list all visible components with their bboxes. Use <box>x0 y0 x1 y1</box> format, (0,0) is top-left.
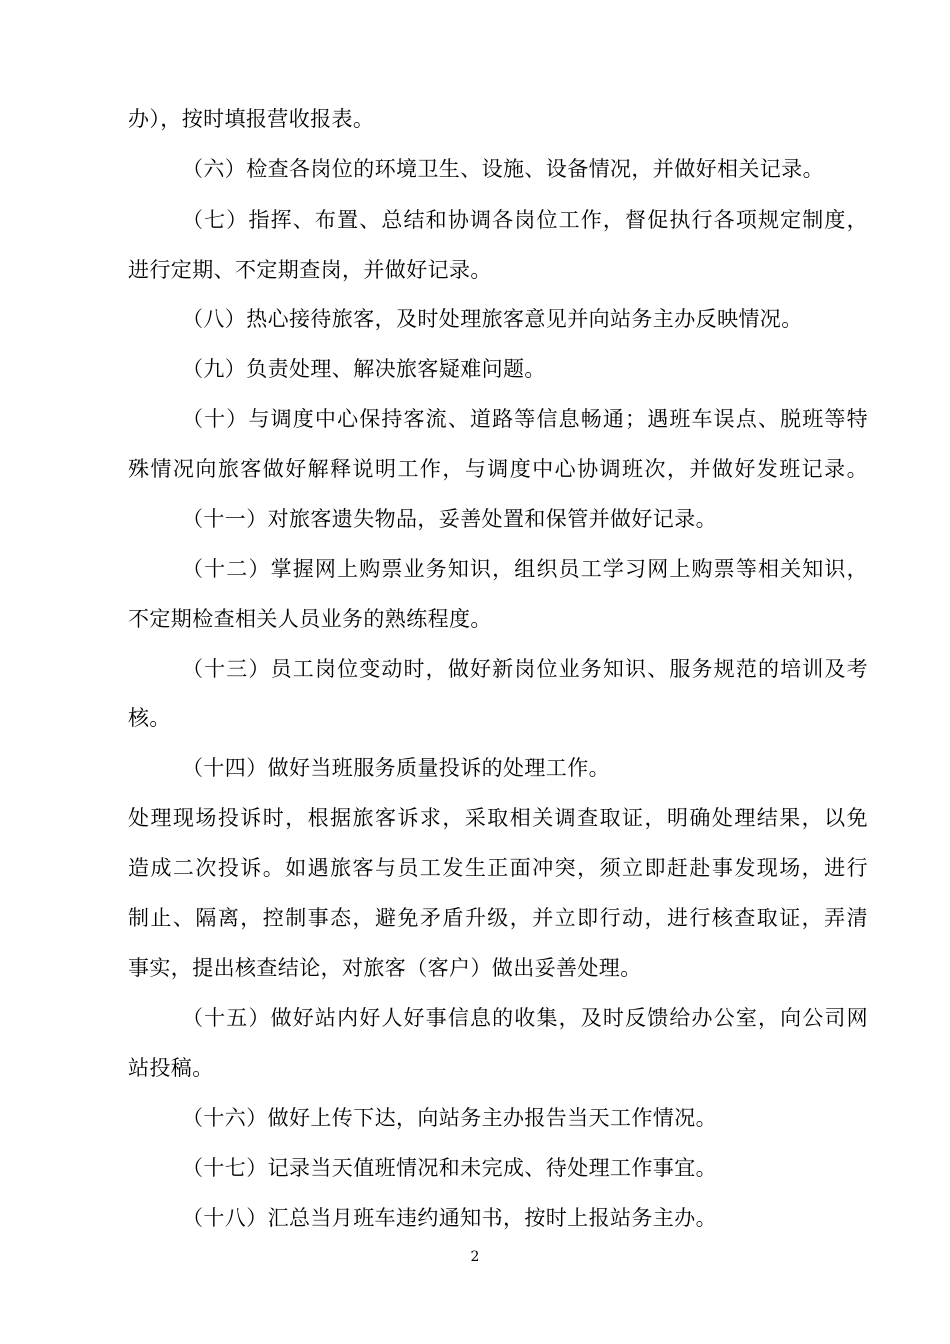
text-line: 办），按时填报营收报表。 <box>128 107 375 131</box>
text-line: （十二）掌握网上购票业务知识，组织员工学习网上购票等相关知识， <box>182 557 868 581</box>
page-number: 2 <box>470 1249 480 1265</box>
text-line: 制止、隔离，控制事态，避免矛盾升级，并立即行动，进行核查取证，弄清 <box>128 906 868 930</box>
text-line: （十七）记录当天值班情况和未完成、待处理工作事宜。 <box>182 1156 717 1180</box>
text-line: 不定期检查相关人员业务的熟练程度。 <box>128 607 492 631</box>
text-line: 事实，提出核查结论，对旅客（客户）做出妥善处理。 <box>128 956 642 980</box>
text-line: 处理现场投诉时，根据旅客诉求，采取相关调查取证，明确处理结果，以免 <box>128 806 868 830</box>
text-line: （八）热心接待旅客，及时处理旅客意见并向站务主办反映情况。 <box>182 307 803 331</box>
text-line: （十五）做好站内好人好事信息的收集，及时反馈给办公室，向公司网 <box>182 1006 868 1030</box>
text-line: （十）与调度中心保持客流、道路等信息畅通；遇班车误点、脱班等特 <box>182 407 868 431</box>
text-line: （十四）做好当班服务质量投诉的处理工作。 <box>182 756 610 780</box>
text-line: （十三）员工岗位变动时，做好新岗位业务知识、服务规范的培训及考 <box>182 657 868 681</box>
text-line: 造成二次投诉。如遇旅客与员工发生正面冲突，须立即赶赴事发现场，进行 <box>128 856 868 880</box>
text-line: （十一）对旅客遗失物品，妥善处置和保管并做好记录。 <box>182 507 717 531</box>
text-line: （十八）汇总当月班车违约通知书，按时上报站务主办。 <box>182 1206 717 1230</box>
text-line: （九）负责处理、解决旅客疑难问题。 <box>182 357 546 381</box>
text-line: 进行定期、不定期查岗，并做好记录。 <box>128 258 492 282</box>
text-line: （七）指挥、布置、总结和协调各岗位工作，督促执行各项规定制度， <box>182 208 868 232</box>
text-line: 核。 <box>128 706 171 730</box>
text-line: （六）检查各岗位的环境卫生、设施、设备情况，并做好相关记录。 <box>182 157 824 181</box>
text-line: 殊情况向旅客做好解释说明工作，与调度中心协调班次，并做好发班记录。 <box>128 457 868 481</box>
text-line: 站投稿。 <box>128 1056 214 1080</box>
text-line: （十六）做好上传下达，向站务主办报告当天工作情况。 <box>182 1106 717 1130</box>
